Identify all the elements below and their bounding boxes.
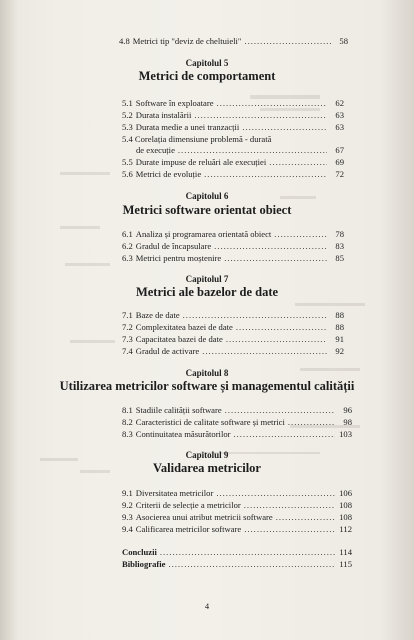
- leader-dots: [202, 346, 327, 356]
- entry-number: 9.2: [122, 500, 133, 510]
- chapter-label: Capitolul 9: [185, 450, 229, 460]
- toc-entry: [122, 512, 352, 522]
- leader-dots: [160, 547, 335, 557]
- chapter-label: Capitolul 5: [185, 58, 229, 68]
- entry-title: Analiza și programarea orientată obiect: [135, 229, 272, 239]
- entry-number: 8.1: [122, 405, 133, 415]
- entry-title: Caracteristici de calitate software și metrici: [135, 417, 285, 427]
- entry-page: 108: [339, 500, 352, 510]
- leader-dots: [244, 524, 335, 534]
- leader-dots: [234, 429, 336, 439]
- leader-dots: [216, 488, 335, 498]
- entry-number: 6.2: [122, 241, 133, 251]
- entry-number: 4.8: [119, 36, 130, 46]
- toc-entry: [122, 157, 344, 167]
- leader-dots: [168, 559, 335, 569]
- entry-title: Metrici pentru moștenire: [135, 253, 222, 263]
- toc-entry: [122, 417, 352, 427]
- entry-page: 115: [339, 559, 352, 569]
- leader-dots: [204, 169, 327, 179]
- toc-entry: [122, 322, 344, 332]
- leader-dots: [244, 36, 331, 46]
- entry-number: 6.1: [122, 229, 133, 239]
- leader-dots: [242, 122, 327, 132]
- chapter-label: Capitolul 8: [185, 368, 229, 378]
- chapter-label: Capitolul 6: [185, 191, 229, 201]
- toc-entry: [122, 488, 352, 498]
- entry-number: 9.3: [122, 512, 133, 522]
- chapter-title: Validarea metricilor: [153, 461, 261, 475]
- entry-page: 83: [335, 241, 344, 251]
- chapter-title: Utilizarea metricilor software și managementul calității: [59, 379, 355, 393]
- entry-page: 103: [339, 429, 352, 439]
- toc-entry: [122, 310, 344, 320]
- entry-number: 5.6: [122, 169, 133, 179]
- entry-title: Corelația dimensiune problemă - durată: [134, 134, 272, 144]
- entry-title: Concluzii: [122, 547, 157, 557]
- leader-dots: [224, 253, 327, 263]
- toc-entry: [122, 110, 344, 120]
- leader-dots: [276, 512, 335, 522]
- entry-title: Diversitatea metricilor: [135, 488, 214, 498]
- toc-entry-first-line: [122, 134, 271, 144]
- entry-number: 5.2: [122, 110, 133, 120]
- entry-page: 91: [335, 334, 344, 344]
- entry-title: Durate impuse de reluări ale execuției: [135, 157, 267, 167]
- leader-dots: [225, 405, 335, 415]
- entry-page: 67: [335, 145, 344, 155]
- toc-entry-conclusions: [122, 547, 352, 557]
- leader-dots: [194, 110, 327, 120]
- entry-page: 58: [339, 36, 348, 46]
- entry-page: 62: [335, 98, 344, 108]
- leader-dots: [183, 310, 327, 320]
- toc-entry: [122, 334, 344, 344]
- entry-page: 63: [335, 122, 344, 132]
- leader-dots: [178, 145, 327, 155]
- toc-entry: [122, 429, 352, 439]
- entry-number: 5.3: [122, 122, 133, 132]
- entry-title: Metrici de evoluție: [135, 169, 202, 179]
- toc-entry: [136, 145, 344, 155]
- toc-entry: [119, 36, 348, 46]
- entry-title: Criterii de selecție a metricilor: [135, 500, 241, 510]
- entry-title: Baze de date: [135, 310, 180, 320]
- leader-dots: [214, 241, 327, 251]
- leader-dots: [269, 157, 327, 167]
- entry-title: Calificarea metricilor software: [135, 524, 242, 534]
- entry-title: Gradul de activare: [135, 346, 200, 356]
- entry-title: Asocierea unui atribut metricii software: [135, 512, 273, 522]
- toc-entry: [122, 405, 352, 415]
- entry-page: 92: [335, 346, 344, 356]
- toc-entry: [122, 122, 344, 132]
- toc-entry: [122, 500, 352, 510]
- entry-number: 7.2: [122, 322, 133, 332]
- entry-page: 114: [339, 547, 352, 557]
- entry-page: 98: [343, 417, 352, 427]
- toc-entry: [122, 253, 344, 263]
- entry-title: Complexitatea bazei de date: [135, 322, 233, 332]
- entry-page: 85: [335, 253, 344, 263]
- entry-page: 96: [343, 405, 352, 415]
- entry-page: 88: [335, 322, 344, 332]
- toc-entry: [122, 524, 352, 534]
- entry-page: 108: [339, 512, 352, 522]
- entry-title: Continuitatea măsurătorilor: [135, 429, 231, 439]
- entry-number: 8.2: [122, 417, 133, 427]
- chapter-title: Metrici de comportament: [138, 69, 276, 83]
- toc-entry: [122, 169, 344, 179]
- entry-title: Metrici tip "deviz de cheltuieli": [132, 36, 242, 46]
- entry-page: 106: [339, 488, 352, 498]
- toc-entry: [122, 98, 344, 108]
- toc-entry-bibliography: [122, 559, 352, 569]
- leader-dots: [226, 334, 327, 344]
- entry-number: 5.4: [122, 134, 133, 144]
- entry-title-continuation: de execuție: [136, 145, 175, 155]
- entry-number: 7.3: [122, 334, 133, 344]
- toc-entry: [122, 346, 344, 356]
- entry-title: Stadiile calității software: [135, 405, 222, 415]
- entry-title: Durata instalării: [135, 110, 192, 120]
- entry-number: 7.4: [122, 346, 133, 356]
- entry-page: 69: [335, 157, 344, 167]
- entry-number: 9.1: [122, 488, 133, 498]
- leader-dots: [217, 98, 327, 108]
- chapter-label: Capitolul 7: [185, 274, 229, 284]
- toc-entry: [122, 229, 344, 239]
- entry-number: 9.4: [122, 524, 133, 534]
- entry-number: 5.1: [122, 98, 133, 108]
- entry-page: 112: [339, 524, 352, 534]
- toc-entry: [122, 241, 344, 251]
- entry-page: 63: [335, 110, 344, 120]
- entry-title: Bibliografie: [122, 559, 166, 569]
- chapter-title: Metrici ale bazelor de date: [135, 285, 279, 299]
- entry-title: Durata medie a unei tranzacții: [135, 122, 240, 132]
- entry-title: Gradul de încapsulare: [135, 241, 212, 251]
- leader-dots: [274, 229, 327, 239]
- entry-page: 72: [335, 169, 344, 179]
- entry-title: Capacitatea bazei de date: [135, 334, 223, 344]
- leader-dots: [288, 417, 335, 427]
- entry-number: 7.1: [122, 310, 133, 320]
- leader-dots: [236, 322, 327, 332]
- chapter-title: Metrici software orientat obiect: [122, 203, 292, 217]
- entry-number: 5.5: [122, 157, 133, 167]
- entry-number: 8.3: [122, 429, 133, 439]
- entry-page: 78: [335, 229, 344, 239]
- entry-page: 88: [335, 310, 344, 320]
- entry-number: 6.3: [122, 253, 133, 263]
- page-number: 4: [204, 601, 210, 611]
- leader-dots: [244, 500, 335, 510]
- entry-title: Software în exploatare: [135, 98, 214, 108]
